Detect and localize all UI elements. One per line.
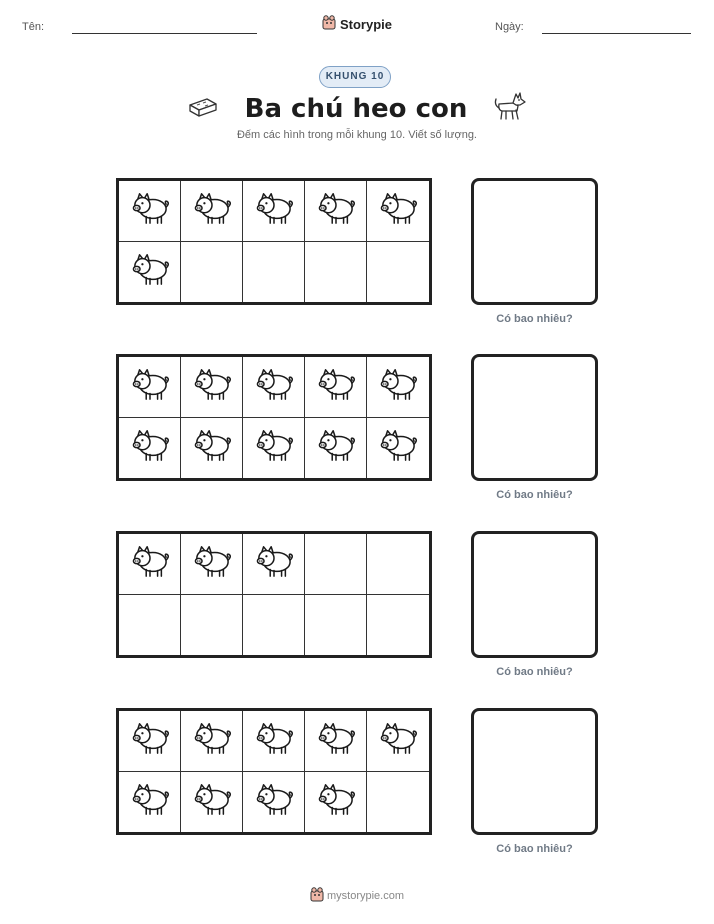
pig-icon [377, 366, 419, 407]
pig-icon [315, 366, 357, 407]
pig-icon [377, 190, 419, 231]
pig-icon [315, 781, 357, 822]
frame-cell [181, 595, 243, 656]
pig-icon [129, 543, 171, 584]
brand [0, 14, 714, 35]
frame-cell [367, 595, 429, 656]
frame-cell [367, 181, 429, 242]
footer-url: mystorypie.com [326, 889, 405, 902]
frame-cell [243, 357, 305, 418]
pig-icon [191, 543, 233, 584]
pig-icon [253, 720, 295, 761]
pig-icon [377, 427, 419, 468]
pig-icon [253, 190, 295, 231]
frame-cell [181, 181, 243, 242]
pig-icon [191, 427, 233, 468]
ten-frame [116, 531, 432, 658]
page-title: Ba chú heo con [244, 93, 468, 124]
frame-cell [305, 772, 367, 833]
frame-cell [181, 772, 243, 833]
frame-cell [243, 711, 305, 772]
pig-icon [191, 720, 233, 761]
frame-cell [367, 711, 429, 772]
question-label: Có bao nhiêu? [496, 313, 573, 325]
frame-cell [119, 534, 181, 595]
pig-icon [315, 190, 357, 231]
pig-icon [377, 720, 419, 761]
frame-cell [367, 772, 429, 833]
pig-icon [253, 543, 295, 584]
frame-cell [305, 595, 367, 656]
question-label: Có bao nhiêu? [496, 843, 573, 855]
frame-cell [119, 772, 181, 833]
frame-cell [181, 357, 243, 418]
answer-box[interactable] [471, 178, 598, 305]
frame-cell [119, 242, 181, 303]
date-field[interactable] [542, 33, 691, 34]
frame-cell [305, 534, 367, 595]
pig-icon [129, 251, 171, 292]
storypie-logo-icon [310, 886, 324, 905]
activity-badge: KHUNG 10 [319, 66, 391, 88]
pig-icon [191, 781, 233, 822]
instructions: Đếm các hình trong mỗi khung 10. Viết số lượng. [236, 129, 477, 141]
frame-cell [243, 534, 305, 595]
footer [0, 886, 714, 905]
frame-cell [305, 242, 367, 303]
ten-frame [116, 708, 432, 835]
frame-cell [305, 711, 367, 772]
pig-icon [315, 720, 357, 761]
frame-cell [243, 772, 305, 833]
frame-cell [181, 711, 243, 772]
pig-icon [129, 190, 171, 231]
pig-icon [253, 427, 295, 468]
pig-icon [191, 366, 233, 407]
frame-cell [243, 595, 305, 656]
pig-icon [315, 427, 357, 468]
pig-icon [253, 366, 295, 407]
frame-cell [243, 242, 305, 303]
answer-box[interactable] [471, 354, 598, 481]
frame-cell [367, 534, 429, 595]
brand-name: Storypie [339, 17, 392, 32]
pig-icon [253, 781, 295, 822]
frame-cell [367, 357, 429, 418]
frame-cell [181, 534, 243, 595]
answer-box[interactable] [471, 708, 598, 835]
name-label: Tên: [22, 21, 45, 33]
frame-cell [305, 357, 367, 418]
frame-cell [119, 357, 181, 418]
answer-box[interactable] [471, 531, 598, 658]
frame-cell [305, 181, 367, 242]
pig-icon [129, 720, 171, 761]
frame-cell [243, 418, 305, 479]
storypie-logo-icon [322, 14, 336, 35]
frame-cell [119, 181, 181, 242]
pig-icon [129, 366, 171, 407]
frame-cell [243, 181, 305, 242]
frame-cell [119, 711, 181, 772]
pig-icon [191, 190, 233, 231]
frame-cell [181, 242, 243, 303]
question-label: Có bao nhiêu? [496, 666, 573, 678]
frame-cell [181, 418, 243, 479]
brick-icon [187, 93, 219, 124]
wolf-icon [493, 90, 527, 127]
frame-cell [119, 595, 181, 656]
frame-cell [367, 242, 429, 303]
question-label: Có bao nhiêu? [496, 489, 573, 501]
frame-cell [119, 418, 181, 479]
pig-icon [129, 427, 171, 468]
ten-frame [116, 354, 432, 481]
frame-cell [367, 418, 429, 479]
frame-cell [305, 418, 367, 479]
ten-frame [116, 178, 432, 305]
date-label: Ngày: [495, 21, 524, 33]
pig-icon [129, 781, 171, 822]
